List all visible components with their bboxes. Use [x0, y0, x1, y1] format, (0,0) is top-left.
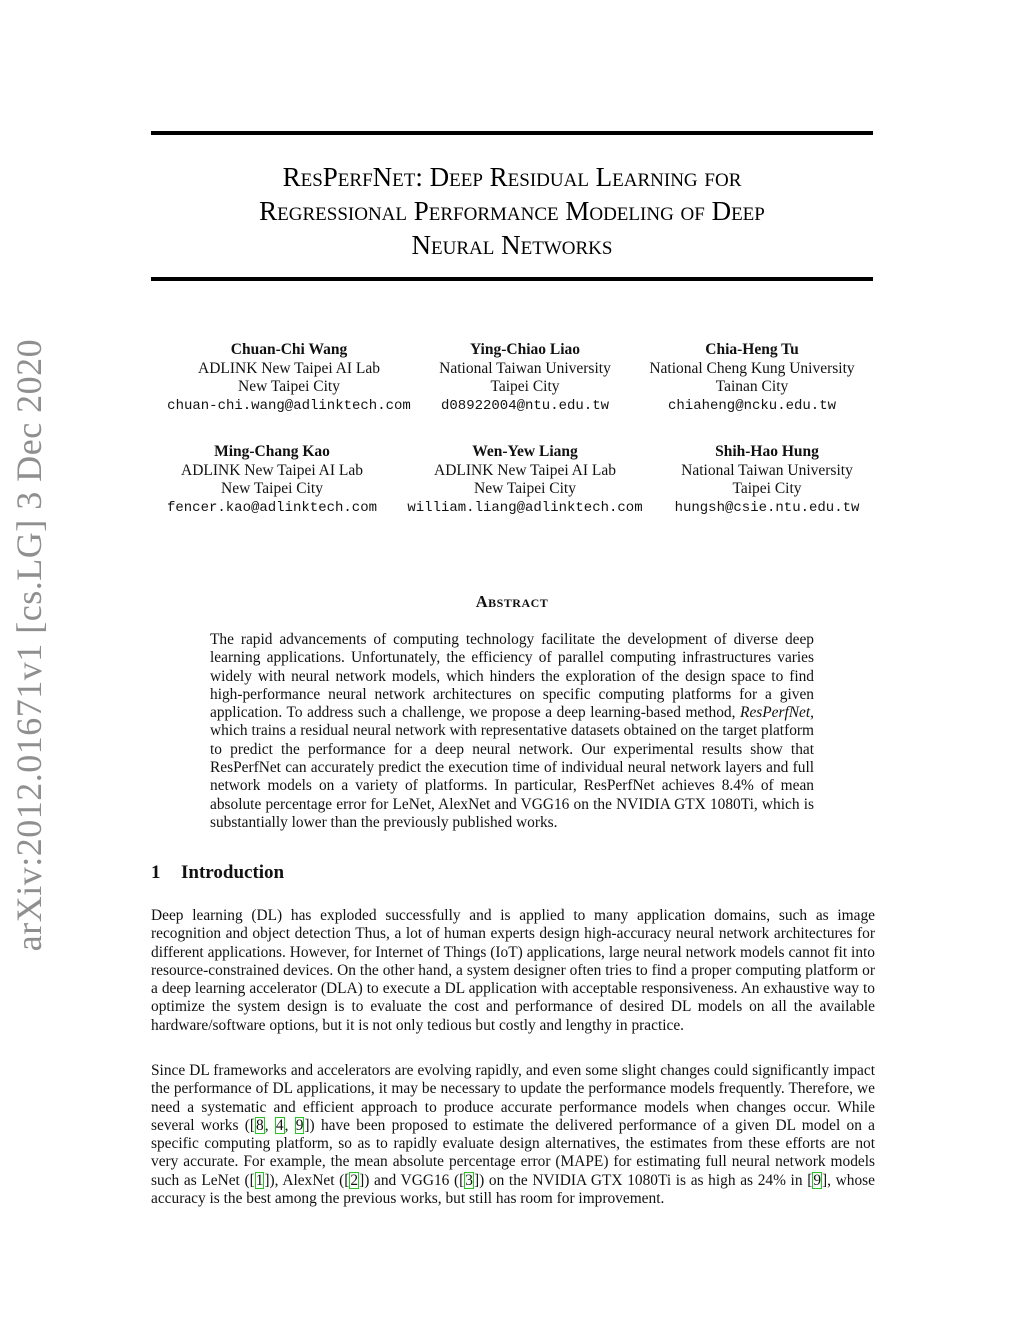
abstract-heading: Abstract — [475, 592, 549, 611]
author-name: Shih-Hao Hung — [715, 443, 819, 460]
title-line-1: ResPerfNet: Deep Residual Learning for — [282, 162, 742, 192]
citation-link[interactable]: 4 — [275, 1116, 284, 1134]
author-block — [151, 341, 427, 415]
author-name: Ying-Chiao Liao — [469, 341, 581, 358]
author-name: Wen-Yew Liang — [472, 443, 578, 460]
paragraph-text: , — [284, 1116, 295, 1134]
author-city: Taipei City — [490, 378, 560, 395]
author-affiliation: ADLINK New Taipei AI Lab — [181, 461, 363, 479]
title-bottom-rule — [151, 277, 873, 281]
paragraph-text: ]), AlexNet ([ — [264, 1171, 350, 1189]
author-affiliation: ADLINK New Taipei AI Lab — [434, 461, 616, 479]
author-email[interactable]: chiaheng@ncku.edu.tw — [667, 397, 837, 414]
author-email[interactable]: fencer.kao@adlinktech.com — [166, 499, 378, 516]
arxiv-identifier-text: arXiv:2012.01671v1 [cs.LG] 3 Dec 2020 — [9, 338, 49, 952]
intro-paragraph-2 — [151, 1062, 875, 1208]
abstract-body — [210, 631, 814, 832]
title-line-2: Regressional Performance Modeling of Deep — [259, 196, 765, 226]
paragraph-text: ]) have been proposed to estimate the delivered performance of a given DL model on a specific computing platform, so as to rapidly evaluate design alternatives, the estimates from these efforts are not very accurate. For example, the mean absolute percentage error (MAPE) for estimating full neural network models such as LeNet ([ — [151, 1116, 876, 1189]
author-city: Taipei City — [732, 480, 802, 497]
author-affiliation: National Taiwan University — [439, 359, 611, 377]
author-city: Tainan City — [715, 378, 789, 395]
author-email[interactable]: hungsh@csie.ntu.edu.tw — [674, 499, 860, 516]
author-city: New Taipei City — [474, 480, 576, 497]
author-affiliation: ADLINK New Taipei AI Lab — [198, 359, 380, 377]
paragraph-text: Since DL frameworks and accelerators are evolving rapidly, and even some slight changes could significantly impact the performance of DL applications, it may be necessary to update the performance models frequently. Therefore, we need a systematic and efficient approach to produce accurate performance models when changes occur. While several works ([ — [151, 1062, 875, 1134]
author-name: Chuan-Chi Wang — [230, 341, 348, 358]
author-name: Ming-Chang Kao — [214, 443, 330, 460]
citation-link[interactable]: 8 — [256, 1116, 264, 1134]
arxiv-identifier-stamp — [4, 0, 54, 1325]
author-name: Chia-Heng Tu — [705, 341, 799, 358]
title-top-rule — [151, 131, 873, 135]
title-line-3: Neural Networks — [411, 230, 613, 260]
author-block — [660, 443, 874, 517]
citation-link[interactable]: 1 — [255, 1171, 264, 1189]
author-affiliation: National Cheng Kung University — [649, 359, 855, 377]
author-affiliation: National Taiwan University — [681, 461, 853, 479]
citation-link[interactable]: 9 — [813, 1171, 822, 1189]
section-number: 1 — [151, 862, 161, 883]
section-heading-introduction — [151, 862, 284, 884]
author-city: New Taipei City — [238, 378, 340, 395]
abstract-text-part: , which trains a residual neural network with representative datasets obtained on the target platform to predict the performance for a deep neural network. Our experimental results show that ResPerfNet can accurately predict the execution time of individual neural network layers and full network models on a variety of platforms. In particular, ResPerfNet achieves 8.4% of mean absolute percentage error for LeNet, AlexNet and VGG16 on the NVIDIA GTX 1080Ti, which is substantially lower than the previously published works. — [210, 704, 814, 831]
author-block — [427, 341, 623, 415]
citation-link[interactable]: 9 — [295, 1116, 304, 1134]
author-block — [151, 443, 393, 517]
author-email[interactable]: william.liang@adlinktech.com — [407, 499, 643, 516]
author-city: New Taipei City — [221, 480, 323, 497]
paragraph-text: ], whose accuracy is the best among the previous works, but still has room for improvement. — [151, 1171, 875, 1208]
author-block — [398, 443, 652, 517]
paragraph-text: ]) and VGG16 ([ — [359, 1171, 465, 1189]
paragraph-text: , — [264, 1116, 275, 1134]
paragraph-text: ]) on the NVIDIA GTX 1080Ti is as high as 24% in [ — [473, 1171, 813, 1189]
citation-link[interactable]: 2 — [350, 1171, 359, 1189]
citation-link[interactable]: 3 — [465, 1171, 473, 1189]
abstract-text-part: The rapid advancements of computing technology facilitate the development of diverse deep learning applications. Unfortunately, the efficiency of parallel computing infrastructures varies widely with neural network models, which hinders the exploration of the design space to find high-performance neural network architectures on specific computing platforms for a given application. To address such a challenge, we propose a deep learning-based method, — [210, 631, 814, 722]
author-block — [636, 341, 868, 415]
author-email[interactable]: d08922004@ntu.edu.tw — [440, 397, 610, 414]
intro-paragraph-1: Deep learning (DL) has exploded successfully and is applied to many application domains, such as image recognition and object detection Thus, a lot of human experts design high-accuracy neural network architectures for different applications. However, for Internet of Things (IoT) applications, large neural network models cannot fit into resource-constrained devices. On the other hand, a system designer often tries to find a proper computing platform or a deep learning accelerator (DLA) to execute a DL application with acceptable responsiveness. An exhaustive way to optimize the system design is to evaluate the cost and performance of desired DL models on all the available hardware/software options, but it is not only tedious but costly and lengthy in practice. — [151, 907, 875, 1034]
paper-title — [151, 160, 873, 262]
method-name: ResPerfNet — [740, 704, 811, 722]
section-title: Introduction — [181, 862, 285, 883]
author-email[interactable]: chuan-chi.wang@adlinktech.com — [167, 397, 411, 414]
